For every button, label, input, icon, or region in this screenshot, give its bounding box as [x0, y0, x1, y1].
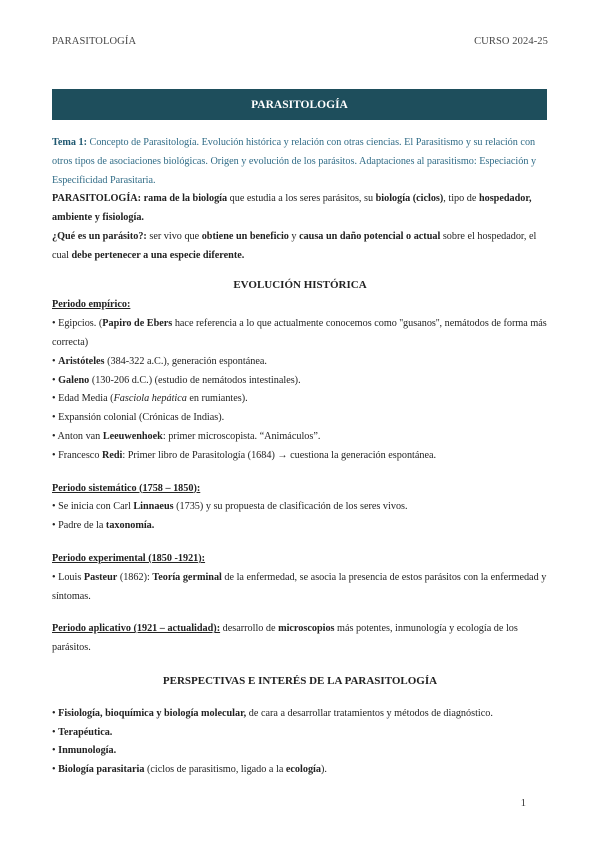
parasite-bold-1: obtiene un beneficio [201, 230, 289, 242]
section-title-perspectives: PERSPECTIVAS E INTERÉS DE LA PARASITOLOGÍA [162, 674, 438, 687]
definition-paragraph [52, 190, 548, 228]
header-course-name: PARASITOLOGÍA [52, 36, 137, 47]
list-item: • Se inicia con Carl Linnaeus (1735) y su propuesta de clasificación de los seres vivos. [52, 501, 408, 513]
parasite-bold-2: causa un daño potencial o actual [299, 230, 441, 242]
title-banner [52, 89, 547, 120]
page-number: 1 [520, 798, 526, 809]
topic-paragraph [52, 134, 548, 190]
list-item: • Terapéutica. [52, 726, 113, 738]
list-item: • Expansión colonial (Crónicas de Indias). [52, 412, 225, 424]
definition-bold-1: rama de la biología [141, 193, 228, 205]
page-header [52, 36, 548, 47]
list-item: • Egipcios. (Papiro de Ebers hace referencia a lo que actualmente conocemos como ''gusanos'', nemátodos de forma más correcta) [52, 318, 547, 348]
parasite-question: ¿Qué es un parásito?: [52, 230, 147, 242]
perspectives-list [52, 705, 548, 780]
parasite-text-1: ser vivo que [146, 230, 202, 242]
empirical-list [52, 315, 548, 465]
list-item: • Biología parasitaria (ciclos de parasitismo, ligado a la ecología). [52, 764, 327, 776]
period-title-experimental: Periodo experimental (1850 -1921): [52, 552, 206, 564]
header-course-year: CURSO 2024-25 [474, 36, 548, 47]
definition-term: PARASITOLOGÍA: [52, 193, 142, 205]
parasite-text-2: y [288, 230, 300, 242]
topic-label: Tema 1: [52, 137, 87, 148]
title-banner-text: PARASITOLOGÍA [251, 98, 348, 111]
list-item: • Edad Media (Fasciola hepática en rumiantes). [52, 393, 248, 405]
definition-bold-3: hospedador, ambiente y fisiología. [52, 193, 532, 224]
list-item: • Anton van Leeuwenhoek: primer microscopista. “Animáculos”. [52, 430, 321, 442]
list-item: • Galeno (130-206 d.C.) (estudio de nemátodos intestinales). [52, 374, 301, 386]
definition-bold-2: biología (ciclos) [375, 193, 444, 205]
list-item: • Aristóteles (384-322 a.C.), generación espontánea. [52, 355, 267, 367]
definition-text-1: que estudia a los seres parásitos, su [227, 193, 376, 205]
period-title-empirical: Periodo empírico: [52, 299, 131, 311]
period-title-applied: Periodo aplicativo (1921 – actualidad): [52, 623, 221, 635]
list-item: • Padre de la taxonomía. [52, 520, 155, 532]
systematic-list [52, 498, 548, 536]
parasite-text-3: sobre el hospedador, el cual [52, 230, 537, 261]
document-body [52, 134, 548, 780]
experimental-list [52, 569, 548, 607]
list-item: • Fisiología, bioquímica y biología molecular, de cara a desarrollar tratamientos y métodos de diagnóstico. [52, 707, 493, 719]
list-item: • Francesco Redi: Primer libro de Parasitología (1684) → cuestiona la generación espontánea. [52, 449, 437, 461]
period-title-systematic: Periodo sistemático (1758 – 1850): [52, 482, 201, 494]
definition-text-2: , tipo de [443, 193, 479, 205]
list-item: • Louis Pasteur (1862): Teoría germinal de la enfermedad, se asocia la presencia de estos parásitos con la enfermedad y síntomas. [52, 571, 547, 602]
parasite-definition-paragraph [52, 228, 548, 266]
parasite-bold-3: debe pertenecer a una especie diferente. [71, 249, 245, 261]
applied-period-paragraph: Periodo aplicativo (1921 – actualidad): desarrollo de microscopios más potentes, inmunología y ecología de los parásitos. [52, 623, 518, 654]
section-title-evolution: EVOLUCIÓN HISTÓRICA [233, 278, 367, 291]
list-item: • Inmunología. [52, 745, 117, 757]
topic-text: Concepto de Parasitología. Evolución histórica y relación con otras ciencias. El Parasitismo y su relación con otros tipos de asociaciones biológicas. Origen y evolución de los parásitos. Adaptaciones al parasitismo: Especiación y Especificidad Parasitaria. [52, 137, 537, 186]
